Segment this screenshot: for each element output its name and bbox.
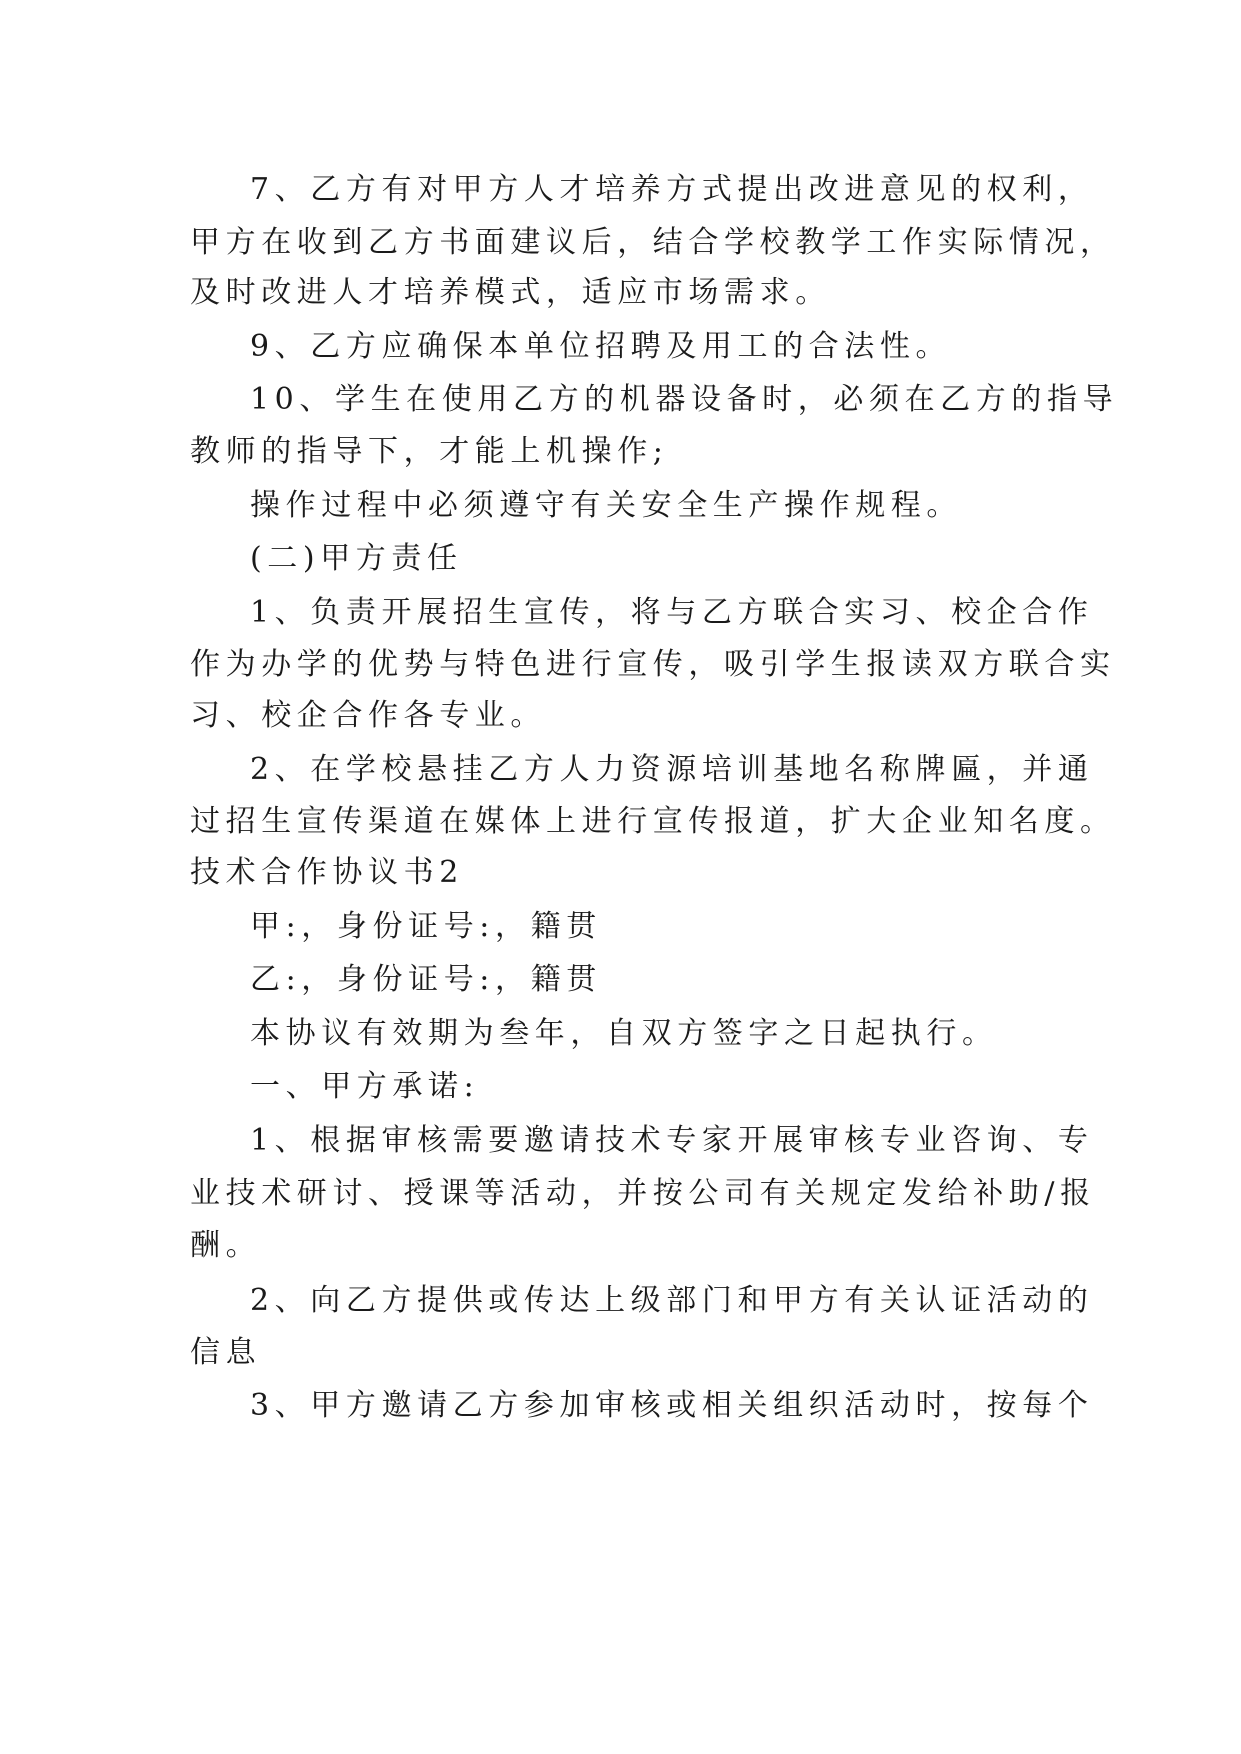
paragraph-line: 乙:，身份证号:，籍贯 [250, 962, 602, 997]
paragraph-line: 业技术研讨、授课等活动，并按公司有关规定发给补助/报 [190, 1176, 1096, 1211]
paragraph-line: 9、乙方应确保本单位招聘及用工的合法性。 [250, 329, 952, 364]
paragraph-line: 信息 [190, 1335, 262, 1370]
paragraph-line: 及时改进人才培养模式，适应市场需求。 [190, 275, 831, 310]
paragraph-line: 2、在学校悬挂乙方人力资源培训基地名称牌匾，并通 [250, 752, 1094, 787]
paragraph-line: 酬。 [190, 1228, 262, 1263]
document-title: 技术合作协议书2 [190, 855, 464, 890]
section-heading: 一、甲方承诺: [250, 1069, 480, 1104]
paragraph-line: 1、负责开展招生宣传，将与乙方联合实习、校企合作 [250, 595, 1094, 630]
paragraph-line: 2、向乙方提供或传达上级部门和甲方有关认证活动的 [250, 1283, 1094, 1318]
paragraph-line: 甲方在收到乙方书面建议后，结合学校教学工作实际情况， [190, 225, 1116, 260]
paragraph-line: 教师的指导下，才能上机操作; [190, 434, 669, 469]
paragraph-line: 操作过程中必须遵守有关安全生产操作规程。 [250, 488, 962, 523]
paragraph-line: 甲:，身份证号:，籍贯 [250, 909, 602, 944]
section-heading: (二)甲方责任 [250, 541, 463, 576]
paragraph-line: 作为办学的优势与特色进行宣传，吸引学生报读双方联合实 [190, 647, 1116, 682]
paragraph-line: 习、校企合作各专业。 [190, 698, 546, 733]
paragraph-line: 10、学生在使用乙方的机器设备时，必须在乙方的指导 [250, 382, 1119, 417]
paragraph-line: 7、乙方有对甲方人才培养方式提出改进意见的权利， [250, 172, 1094, 207]
paragraph-line: 3、甲方邀请乙方参加审核或相关组织活动时，按每个 [250, 1388, 1094, 1423]
paragraph-line: 本协议有效期为叁年，自双方签字之日起执行。 [250, 1016, 998, 1051]
paragraph-line: 过招生宣传渠道在媒体上进行宣传报道，扩大企业知名度。 [190, 804, 1116, 839]
paragraph-line: 1、根据审核需要邀请技术专家开展审核专业咨询、专 [250, 1123, 1094, 1158]
